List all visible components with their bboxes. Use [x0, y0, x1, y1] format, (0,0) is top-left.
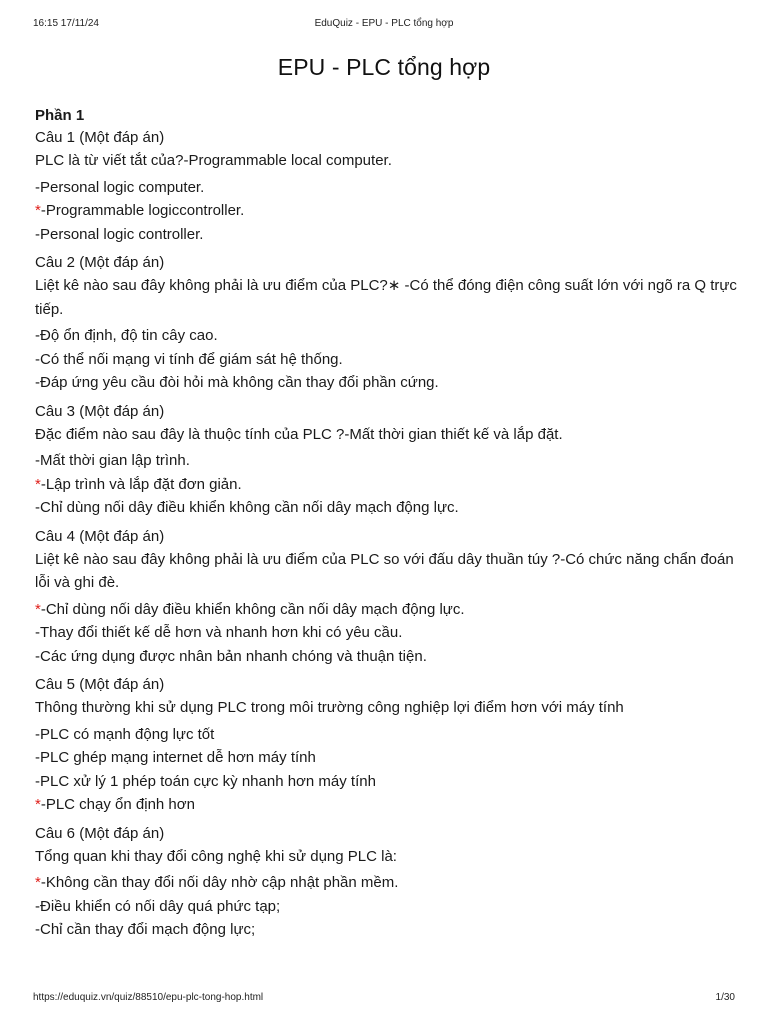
question-3: [35, 400, 740, 520]
answer-option: [35, 746, 740, 770]
question-1: [35, 126, 740, 246]
answer-text: -PLC ghép mạng internet dễ hơn máy tính: [35, 749, 316, 766]
question-prompt: Liệt kê nào sau đây không phải là ưu điểm của PLC?∗ -Có thể đóng điện công suất lớn với ngõ ra Q trực tiếp.: [35, 277, 737, 318]
question-label: Câu 4 (Một đáp án): [35, 527, 165, 545]
correct-answer-marker: *: [35, 600, 41, 618]
answer-option: [35, 176, 740, 200]
answer-options: [35, 176, 740, 247]
answer-text: -Thay đổi thiết kế dễ hơn và nhanh hơn khi có yêu cầu.: [35, 624, 403, 641]
answer-option: [35, 895, 740, 919]
question-label: Câu 5 (Một đáp án): [35, 676, 165, 693]
answer-text: -Chỉ dùng nối dây điều khiển không cần nối dây mạch động lực.: [35, 499, 459, 516]
answer-text: -Không cần thay đổi nối dây nhờ cập nhật phần mềm.: [40, 874, 399, 891]
answer-text: -Điều khiển có nối dây quá phức tạp;: [35, 897, 281, 915]
answer-option: [35, 473, 740, 497]
answer-option: [35, 324, 740, 348]
answer-option: [35, 621, 740, 645]
answer-text: -Lập trình và lắp đặt đơn giản.: [40, 475, 242, 493]
page-title: EPU - PLC tổng hợp: [277, 54, 491, 80]
answer-option: [35, 598, 740, 622]
answer-option: [35, 223, 740, 247]
answer-option: [35, 871, 740, 895]
correct-answer-marker: *: [35, 475, 41, 493]
answer-text: -Chỉ dùng nối dây điều khiển không cần nối dây mạch động lực.: [40, 600, 465, 618]
answer-text: -Chỉ cần thay đổi mạch động lực;: [35, 921, 256, 938]
answer-text: -Personal logic controller.: [35, 225, 204, 243]
answer-option: [35, 918, 740, 942]
correct-answer-marker: *: [35, 202, 41, 219]
answer-text: -Personal logic computer.: [35, 178, 205, 196]
answer-options: [35, 598, 740, 669]
answer-text: -Đáp ứng yêu cầu đòi hỏi mà không cần thay đổi phần cứng.: [35, 374, 439, 391]
quiz-content: [35, 106, 740, 942]
print-page-number: 1/30: [715, 992, 735, 1003]
question-2: [35, 251, 740, 395]
answer-text: -PLC chạy ổn định hơn: [40, 796, 195, 813]
answer-options: [35, 871, 740, 942]
answer-option: [35, 348, 740, 372]
question-prompt: Liệt kê nào sau đây không phải là ưu điểm của PLC so với đấu dây thuần túy ?-Có chức năng chẩn đoán lỗi và ghi đè.: [35, 550, 734, 591]
question-prompt: Thông thường khi sử dụng PLC trong môi trường công nghiệp lợi điểm hơn với máy tính: [35, 699, 624, 716]
answer-option: [35, 770, 740, 794]
question-label: Câu 2 (Một đáp án): [35, 254, 165, 271]
answer-option: [35, 645, 740, 669]
print-page-title: EduQuiz - EPU - PLC tổng hợp: [314, 18, 454, 29]
answer-text: -Programmable logiccontroller.: [40, 202, 245, 219]
question-label: Câu 6 (Một đáp án): [35, 824, 165, 842]
correct-answer-marker: *: [35, 796, 41, 813]
answer-option: [35, 371, 740, 395]
answer-text: -Mất thời gian lập trình.: [35, 452, 190, 469]
answer-text: -PLC xử lý 1 phép toán cực kỳ nhanh hơn máy tính: [35, 772, 376, 790]
print-url: https://eduquiz.vn/quiz/88510/epu-plc-tong-hop.html: [33, 992, 264, 1003]
answer-option: [35, 496, 740, 520]
question-5: [35, 673, 740, 817]
answer-option: [35, 723, 740, 747]
question-6: [35, 822, 740, 942]
print-header: [33, 18, 735, 34]
answer-text: -PLC có mạnh động lực tốt: [35, 725, 215, 743]
answer-option: [35, 449, 740, 473]
answer-options: [35, 723, 740, 817]
question-label: Câu 1 (Một đáp án): [35, 129, 165, 146]
print-timestamp: 16:15 17/11/24: [33, 18, 99, 29]
answer-text: -Có thể nối mạng vi tính để giám sát hệ thống.: [35, 350, 343, 368]
print-footer: [33, 992, 735, 1008]
question-label: Câu 3 (Một đáp án): [35, 402, 165, 420]
answer-options: [35, 324, 740, 395]
question-prompt: Đặc điểm nào sau đây là thuộc tính của PLC ?-Mất thời gian thiết kế và lắp đặt.: [35, 425, 563, 443]
answer-option: [35, 199, 740, 223]
answer-text: -Các ứng dụng được nhân bản nhanh chóng và thuận tiện.: [35, 647, 427, 665]
answer-option: [35, 793, 740, 817]
answer-options: [35, 449, 740, 520]
correct-answer-marker: *: [35, 874, 41, 891]
answer-text: -Độ ổn định, độ tin cây cao.: [35, 327, 218, 344]
question-4: [35, 525, 740, 669]
question-prompt: Tổng quan khi thay đổi công nghệ khi sử dụng PLC là:: [35, 847, 397, 865]
question-prompt: PLC là từ viết tắt của?-Programmable local computer.: [35, 152, 392, 169]
section-title: Phần 1: [35, 107, 85, 124]
